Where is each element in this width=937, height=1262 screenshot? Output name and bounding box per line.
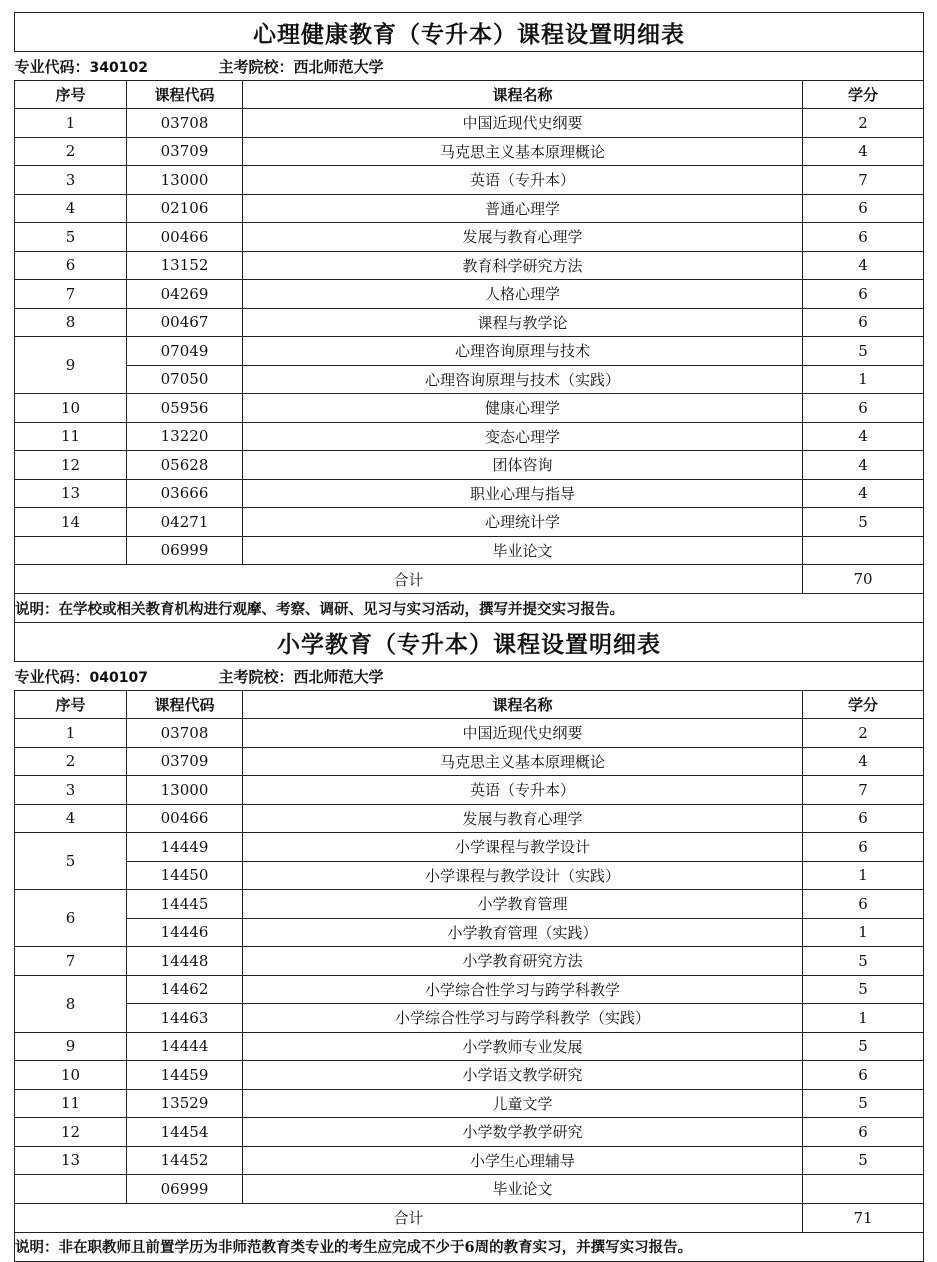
cell-name: 心理统计学	[243, 508, 803, 537]
cell-seq: 7	[15, 280, 127, 309]
cell-seq: 10	[15, 394, 127, 423]
table-header-row	[15, 691, 924, 719]
cell-seq	[15, 536, 127, 565]
cell-credit: 5	[803, 1089, 924, 1118]
table-row	[15, 536, 924, 565]
table-row	[15, 137, 924, 166]
cell-code: 14446	[127, 918, 243, 947]
cell-credit	[803, 1175, 924, 1204]
cell-name: 小学语文教学研究	[243, 1061, 803, 1090]
cell-code: 03709	[127, 137, 243, 166]
table-row	[15, 280, 924, 309]
cell-name: 马克思主义基本原理概论	[243, 747, 803, 776]
cell-seq: 4	[15, 804, 127, 833]
school-label: 主考院校：	[218, 667, 294, 686]
total-value: 71	[803, 1203, 924, 1232]
cell-seq: 3	[15, 166, 127, 195]
cell-code: 03709	[127, 747, 243, 776]
header-name: 课程名称	[243, 691, 803, 719]
cell-name: 中国近现代史纲要	[243, 719, 803, 748]
cell-code: 14450	[127, 861, 243, 890]
cell-seq: 2	[15, 747, 127, 776]
cell-credit	[803, 536, 924, 565]
table-body	[15, 719, 924, 1204]
table-row	[15, 194, 924, 223]
cell-seq: 7	[15, 947, 127, 976]
table-row	[15, 394, 924, 423]
cell-credit: 7	[803, 776, 924, 805]
school-name: 西北师范大学	[293, 667, 384, 686]
cell-seq: 5	[15, 223, 127, 252]
cell-credit: 4	[803, 251, 924, 280]
cell-code: 06999	[127, 1175, 243, 1204]
cell-seq: 6	[15, 890, 127, 947]
cell-code: 14452	[127, 1146, 243, 1175]
cell-credit: 4	[803, 479, 924, 508]
cell-code: 14445	[127, 890, 243, 919]
cell-name: 小学教育管理	[243, 890, 803, 919]
table-meta	[15, 52, 924, 81]
cell-credit: 4	[803, 422, 924, 451]
table-row	[15, 1032, 924, 1061]
cell-name: 毕业论文	[243, 536, 803, 565]
table-row	[15, 308, 924, 337]
header-code: 课程代码	[127, 691, 243, 719]
cell-name: 发展与教育心理学	[243, 223, 803, 252]
cell-credit: 1	[803, 1004, 924, 1033]
cell-credit: 5	[803, 1146, 924, 1175]
cell-code: 03708	[127, 719, 243, 748]
cell-code: 00466	[127, 223, 243, 252]
table-row	[15, 719, 924, 748]
header-seq: 序号	[15, 81, 127, 109]
table-row	[15, 890, 924, 919]
cell-name: 人格心理学	[243, 280, 803, 309]
cell-credit: 5	[803, 947, 924, 976]
school-name: 西北师范大学	[293, 57, 384, 76]
cell-credit: 6	[803, 223, 924, 252]
table-row	[15, 337, 924, 366]
total-row	[15, 1203, 924, 1232]
cell-code: 05956	[127, 394, 243, 423]
table-row	[15, 479, 924, 508]
major-code-label: 专业代码：	[14, 667, 90, 686]
course-table-primary-education	[14, 622, 923, 1262]
cell-seq: 6	[15, 251, 127, 280]
cell-credit: 6	[803, 1118, 924, 1147]
cell-name: 儿童文学	[243, 1089, 803, 1118]
cell-code: 13152	[127, 251, 243, 280]
cell-code: 05628	[127, 451, 243, 480]
cell-code: 14459	[127, 1061, 243, 1090]
cell-credit: 7	[803, 166, 924, 195]
table-meta	[15, 662, 924, 691]
cell-code: 13220	[127, 422, 243, 451]
table-row	[15, 947, 924, 976]
table-row	[15, 747, 924, 776]
table-row	[15, 804, 924, 833]
cell-name: 团体咨询	[243, 451, 803, 480]
cell-credit: 6	[803, 308, 924, 337]
cell-seq: 12	[15, 451, 127, 480]
cell-credit: 6	[803, 1061, 924, 1090]
cell-code: 00466	[127, 804, 243, 833]
cell-credit: 4	[803, 137, 924, 166]
cell-credit: 6	[803, 890, 924, 919]
table-row	[15, 1175, 924, 1204]
cell-code: 14448	[127, 947, 243, 976]
cell-name: 小学教师专业发展	[243, 1032, 803, 1061]
cell-name: 毕业论文	[243, 1175, 803, 1204]
cell-name: 健康心理学	[243, 394, 803, 423]
major-code: 340102	[89, 59, 148, 76]
cell-name: 课程与教学论	[243, 308, 803, 337]
cell-name: 教育科学研究方法	[243, 251, 803, 280]
cell-name: 小学教育管理（实践）	[243, 918, 803, 947]
cell-seq: 3	[15, 776, 127, 805]
cell-code: 13529	[127, 1089, 243, 1118]
cell-name: 小学数学教学研究	[243, 1118, 803, 1147]
cell-seq	[15, 1175, 127, 1204]
cell-seq: 9	[15, 1032, 127, 1061]
cell-credit: 6	[803, 833, 924, 862]
cell-seq: 12	[15, 1118, 127, 1147]
cell-name: 马克思主义基本原理概论	[243, 137, 803, 166]
cell-seq: 13	[15, 479, 127, 508]
cell-credit: 2	[803, 109, 924, 138]
cell-code: 00467	[127, 308, 243, 337]
table-row	[15, 1146, 924, 1175]
cell-credit: 5	[803, 337, 924, 366]
cell-name: 英语（专升本）	[243, 776, 803, 805]
cell-name: 中国近现代史纲要	[243, 109, 803, 138]
cell-seq: 8	[15, 308, 127, 337]
cell-seq: 5	[15, 833, 127, 890]
header-name: 课程名称	[243, 81, 803, 109]
cell-code: 04271	[127, 508, 243, 537]
cell-credit: 1	[803, 918, 924, 947]
header-code: 课程代码	[127, 81, 243, 109]
table-note: 说明：非在职教师且前置学历为非师范教育类专业的考生应完成不少于6周的教育实习，并撰写实习报告。	[15, 1232, 924, 1261]
cell-code: 13000	[127, 166, 243, 195]
cell-credit: 5	[803, 508, 924, 537]
cell-code: 14462	[127, 975, 243, 1004]
cell-seq: 9	[15, 337, 127, 394]
table-row	[15, 109, 924, 138]
cell-code: 06999	[127, 536, 243, 565]
cell-code: 03708	[127, 109, 243, 138]
cell-code: 14449	[127, 833, 243, 862]
cell-credit: 5	[803, 975, 924, 1004]
cell-seq: 14	[15, 508, 127, 537]
table-row	[15, 223, 924, 252]
cell-name: 职业心理与指导	[243, 479, 803, 508]
course-table-psychology	[14, 12, 923, 623]
major-code-label: 专业代码：	[14, 57, 90, 76]
table-row	[15, 1118, 924, 1147]
table-row	[15, 833, 924, 862]
cell-credit: 2	[803, 719, 924, 748]
cell-seq: 13	[15, 1146, 127, 1175]
table-row	[15, 251, 924, 280]
table-header-row	[15, 81, 924, 109]
cell-name: 发展与教育心理学	[243, 804, 803, 833]
header-credit: 学分	[803, 81, 924, 109]
total-value: 70	[803, 565, 924, 594]
table-row	[15, 776, 924, 805]
cell-code: 07049	[127, 337, 243, 366]
cell-credit: 1	[803, 365, 924, 394]
cell-credit: 1	[803, 861, 924, 890]
header-credit: 学分	[803, 691, 924, 719]
cell-name: 普通心理学	[243, 194, 803, 223]
table-row	[15, 861, 924, 890]
table-row	[15, 365, 924, 394]
cell-credit: 6	[803, 280, 924, 309]
total-label: 合计	[15, 565, 803, 594]
cell-credit: 4	[803, 747, 924, 776]
cell-code: 14444	[127, 1032, 243, 1061]
cell-code: 02106	[127, 194, 243, 223]
cell-name: 小学综合性学习与跨学科教学	[243, 975, 803, 1004]
table-row	[15, 918, 924, 947]
cell-seq: 4	[15, 194, 127, 223]
table-body	[15, 109, 924, 565]
school-label: 主考院校：	[218, 57, 294, 76]
cell-name: 小学课程与教学设计（实践）	[243, 861, 803, 890]
cell-name: 心理咨询原理与技术	[243, 337, 803, 366]
cell-code: 07050	[127, 365, 243, 394]
cell-seq: 8	[15, 975, 127, 1032]
cell-seq: 10	[15, 1061, 127, 1090]
cell-credit: 6	[803, 804, 924, 833]
cell-name: 心理咨询原理与技术（实践）	[243, 365, 803, 394]
cell-seq: 11	[15, 1089, 127, 1118]
major-code: 040107	[89, 669, 148, 686]
header-seq: 序号	[15, 691, 127, 719]
cell-seq: 1	[15, 109, 127, 138]
table-title: 心理健康教育（专升本）课程设置明细表	[15, 13, 924, 52]
cell-name: 小学教育研究方法	[243, 947, 803, 976]
total-row	[15, 565, 924, 594]
cell-credit: 5	[803, 1032, 924, 1061]
cell-name: 英语（专升本）	[243, 166, 803, 195]
total-label: 合计	[15, 1203, 803, 1232]
cell-code: 03666	[127, 479, 243, 508]
cell-name: 小学综合性学习与跨学科教学（实践）	[243, 1004, 803, 1033]
cell-credit: 4	[803, 451, 924, 480]
table-note: 说明：在学校或相关教育机构进行观摩、考察、调研、见习与实习活动，撰写并提交实习报告。	[15, 594, 924, 623]
table-row	[15, 508, 924, 537]
table-row	[15, 166, 924, 195]
table-row	[15, 422, 924, 451]
table-row	[15, 451, 924, 480]
cell-code: 04269	[127, 280, 243, 309]
cell-credit: 6	[803, 394, 924, 423]
cell-name: 小学课程与教学设计	[243, 833, 803, 862]
table-row	[15, 1089, 924, 1118]
cell-code: 13000	[127, 776, 243, 805]
cell-seq: 11	[15, 422, 127, 451]
table-row	[15, 1004, 924, 1033]
cell-name: 变态心理学	[243, 422, 803, 451]
table-row	[15, 975, 924, 1004]
cell-credit: 6	[803, 194, 924, 223]
cell-seq: 2	[15, 137, 127, 166]
table-row	[15, 1061, 924, 1090]
table-title: 小学教育（专升本）课程设置明细表	[15, 623, 924, 662]
cell-name: 小学生心理辅导	[243, 1146, 803, 1175]
cell-seq: 1	[15, 719, 127, 748]
cell-code: 14454	[127, 1118, 243, 1147]
cell-code: 14463	[127, 1004, 243, 1033]
